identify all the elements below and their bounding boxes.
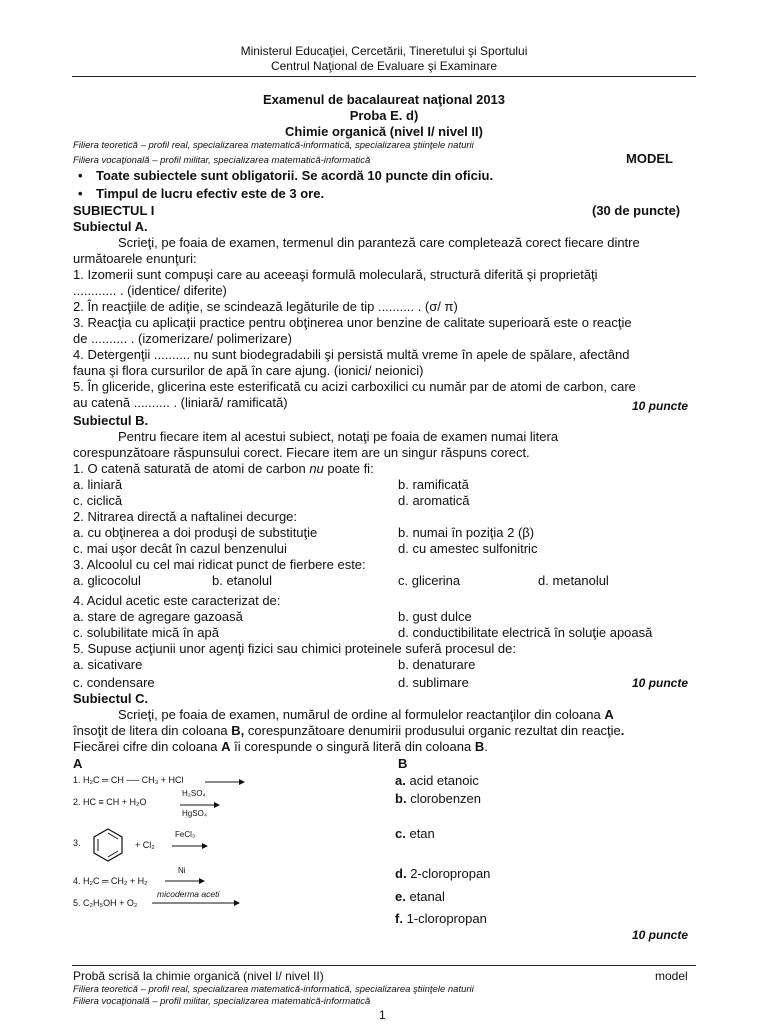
subiectB-intro: Pentru fiecare item al acestui subiect, notaţi pe foaia de examen numai litera: [118, 429, 559, 444]
subiectC-intro3-rest: îi corespunde o singură literă din coloana: [234, 739, 472, 754]
question-b1-text: 1. O catenă saturată de atomi de carbon: [73, 461, 306, 476]
product-e: [395, 889, 445, 904]
question-b2: 2. Nitrarea directă a naftalinei decurge:: [73, 509, 298, 524]
subiectC-intro-3: [73, 739, 488, 754]
exam-subject: Chimie organică (nivel I/ nivel II): [285, 124, 483, 139]
filiera-teoretica: Filiera teoretică – profil real, specializarea matematică-informatică, specializarea ştiinţele naturii: [73, 140, 474, 151]
ministry-header: Ministerul Educaţiei, Cercetării, Tineretului şi Sportului: [240, 44, 528, 58]
subiectC-intro-colA: A: [604, 707, 614, 722]
option-b2-c: c. mai uşor decât în cazul benzenului: [73, 541, 287, 556]
subiectC-title: Subiectul C.: [73, 691, 149, 706]
product-d: [395, 866, 490, 881]
footer-filiera-teoretica: Filiera teoretică – profil real, specializarea matematică-informatică, specializarea ştiinţele naturii: [73, 984, 474, 995]
footer-title: Probă scrisă la chimie organică (nivel I/ nivel II): [73, 969, 324, 983]
reaction-4-arrow: [165, 878, 205, 884]
center-header: Centrul Naţional de Evaluare şi Examinare: [270, 59, 498, 73]
reaction-3-number: 3.: [73, 838, 81, 848]
subiectC-intro: [118, 707, 614, 722]
reaction-3-arrow: [172, 843, 208, 849]
instruction-1: • Toate subiectele sunt obligatorii. Se acordă 10 puncte din oficiu.: [96, 168, 493, 183]
option-b2-b: b. numai în poziţia 2 (β): [398, 525, 535, 540]
footer-filiera-vocationala: Filiera vocaţională – profil militar, specializarea matematică-informatică: [73, 996, 371, 1007]
product-a-letter: a.: [395, 773, 406, 788]
subiect1-title: SUBIECTUL I: [73, 203, 155, 218]
option-b1-c: c. ciclică: [73, 493, 123, 508]
subiectC-intro3-text: Fiecărei cifre din coloana: [73, 739, 218, 754]
column-a-header: A: [73, 756, 83, 771]
option-b5-b: b. denaturare: [398, 657, 476, 672]
option-b3-c: c. glicerina: [398, 573, 461, 588]
reaction-2-catalyst-1: H₂SO₄: [182, 789, 206, 798]
subiectC-intro-2: [73, 723, 624, 738]
product-b-name: clorobenzen: [410, 791, 482, 806]
option-b3-d: d. metanolul: [538, 573, 609, 588]
item-a1-cont: ............ . (identice/ diferite): [73, 283, 227, 298]
item-a3: 3. Reacţia cu aplicaţii practice pentru obţinerea unor benzine de calitate superioară este o reacţie: [73, 315, 632, 330]
question-b1-end: poate fi:: [327, 461, 374, 476]
option-b4-d: d. conductibilitate electrică în soluţie apoasă: [398, 625, 653, 640]
item-a5-cont: au catenă .......... . (liniară/ ramificată): [73, 395, 288, 410]
option-b4-b: b. gust dulce: [398, 609, 472, 624]
benzene-ring-icon: [90, 827, 126, 863]
item-a5: 5. În gliceride, glicerina este esterificată cu acizi carboxilici cu număr par de atomi de carbon, care: [73, 379, 636, 394]
subiectB-title: Subiectul B.: [73, 413, 149, 428]
subiectC-intro3-colA: A: [221, 739, 231, 754]
question-b1: [73, 461, 374, 476]
reaction-3-catalyst: FeCl₃: [175, 830, 196, 839]
column-b-header: B: [398, 756, 408, 771]
option-b4-c: c. solubilitate mică în apă: [73, 625, 219, 640]
option-b3-a: a. glicocolul: [73, 573, 141, 588]
product-c-letter: c.: [395, 826, 406, 841]
option-b5-c: c. condensare: [73, 675, 155, 690]
subiectC-intro-text: Scrieţi, pe foaia de examen, numărul de ordine al formulelor reactanţilor din coloana: [118, 707, 601, 722]
option-b1-d: d. aromatică: [398, 493, 470, 508]
reaction-2-arrow: [180, 802, 220, 808]
footer-rule: [72, 965, 696, 966]
subiectC-intro2-period: .: [620, 723, 625, 738]
reaction-4-catalyst: Ni: [178, 866, 186, 875]
item-a2: 2. În reacţiile de adiţie, se scindează legăturile de tip .......... . (σ/ π): [73, 299, 458, 314]
reaction-4: 4. H₂C ═ CH₂ + H₂: [73, 876, 148, 886]
option-b3-b: b. etanolul: [212, 573, 272, 588]
model-label: MODEL: [626, 151, 673, 166]
subiectA-intro-2: următoarele enunţuri:: [73, 251, 197, 266]
subiect1-points: (30 de puncte): [592, 203, 681, 218]
option-b2-a: a. cu obţinerea a doi produşi de substituţie: [73, 525, 318, 540]
option-b2-d: d. cu amestec sulfonitric: [398, 541, 538, 556]
option-b4-a: a. stare de agregare gazoasă: [73, 609, 243, 624]
subiectC-intro2-rest: corespunzătoare denumirii produsului organic rezultat din reacţie: [247, 723, 621, 738]
subiectC-intro3-colB: B: [474, 739, 485, 754]
product-d-letter: d.: [395, 866, 407, 881]
subiectC-intro2-text: însoţit de litera din coloana: [73, 723, 228, 738]
item-a1: 1. Izomerii sunt compuşi care au aceeaşi formulă moleculară, structură diferită şi proprietăţi: [73, 267, 598, 282]
exam-title: Examenul de bacalaureat naţional 2013: [262, 92, 506, 107]
subiectC-intro3-period: .: [484, 739, 488, 754]
product-b: [395, 791, 481, 806]
subiectC-intro2-colB: B,: [231, 723, 245, 738]
reaction-1: 1. H₂C ═ CH ── CH₃ + HCl: [73, 775, 184, 785]
reaction-3-reagent: + Cl₂: [135, 840, 155, 850]
reaction-1-arrow: [205, 779, 245, 785]
option-b1-b: b. ramificată: [398, 477, 469, 492]
reaction-5-catalyst: micoderma aceti: [157, 889, 220, 899]
reaction-5-arrow: [152, 900, 240, 906]
subiectC-points: 10 puncte: [632, 928, 689, 942]
product-e-name: etanal: [409, 889, 445, 904]
option-b5-d: d. sublimare: [398, 675, 469, 690]
item-a4: 4. Detergenţii .......... nu sunt biodegradabili şi persistă multă vreme în apele de spălare, afectând: [73, 347, 630, 362]
option-b1-a: a. liniară: [73, 477, 123, 492]
product-f: [395, 911, 487, 926]
product-c: [395, 826, 435, 841]
product-e-letter: e.: [395, 889, 406, 904]
question-b4: 4. Acidul acetic este caracterizat de:: [73, 593, 281, 608]
subiectB-points: 10 puncte: [632, 676, 689, 690]
product-c-name: etan: [409, 826, 435, 841]
footer-model: model: [655, 969, 688, 983]
item-a4-cont: fauna şi flora cursurilor de apă în care ajung. (ionici/ neionici): [73, 363, 424, 378]
product-b-letter: b.: [395, 791, 407, 806]
filiera-vocationala: Filiera vocaţională – profil militar, specializarea matematică-informatică: [73, 155, 371, 166]
reaction-2: 2. HC ≡ CH + H₂O: [73, 797, 147, 807]
product-a-name: acid etanoic: [409, 773, 479, 788]
item-a3-cont: de .......... . (izomerizare/ polimerizare): [73, 331, 292, 346]
subiectA-title: Subiectul A.: [73, 219, 148, 234]
subiectA-points: 10 puncte: [632, 399, 689, 413]
exam-proba: Proba E. d): [349, 108, 419, 123]
page-number: 1: [379, 1008, 386, 1022]
reaction-5: 5. C₂H₅OH + O₂: [73, 898, 138, 908]
question-b1-emphasis: nu: [309, 461, 324, 476]
product-a: [395, 773, 479, 788]
subiectB-intro-2: corespunzătoare răspunsului corect. Fiecare item are un singur răspuns corect.: [73, 445, 530, 460]
option-b5-a: a. sicativare: [73, 657, 143, 672]
product-f-name: 1-cloropropan: [406, 911, 487, 926]
instruction-2: • Timpul de lucru efectiv este de 3 ore.: [96, 186, 324, 201]
reaction-2-catalyst-2: HgSO₄: [182, 809, 208, 818]
question-b3: 3. Alcoolul cu cel mai ridicat punct de fierbere este:: [73, 557, 366, 572]
question-b5: 5. Supuse acţiunii unor agenţi fizici sau chimici proteinele suferă procesul de:: [73, 641, 516, 656]
subiectA-intro: Scrieţi, pe foaia de examen, termenul din paranteză care completează corect fiecare dintre: [118, 235, 640, 250]
product-f-letter: f.: [395, 911, 403, 926]
header-rule: [72, 76, 696, 77]
product-d-name: 2-cloropropan: [410, 866, 491, 881]
